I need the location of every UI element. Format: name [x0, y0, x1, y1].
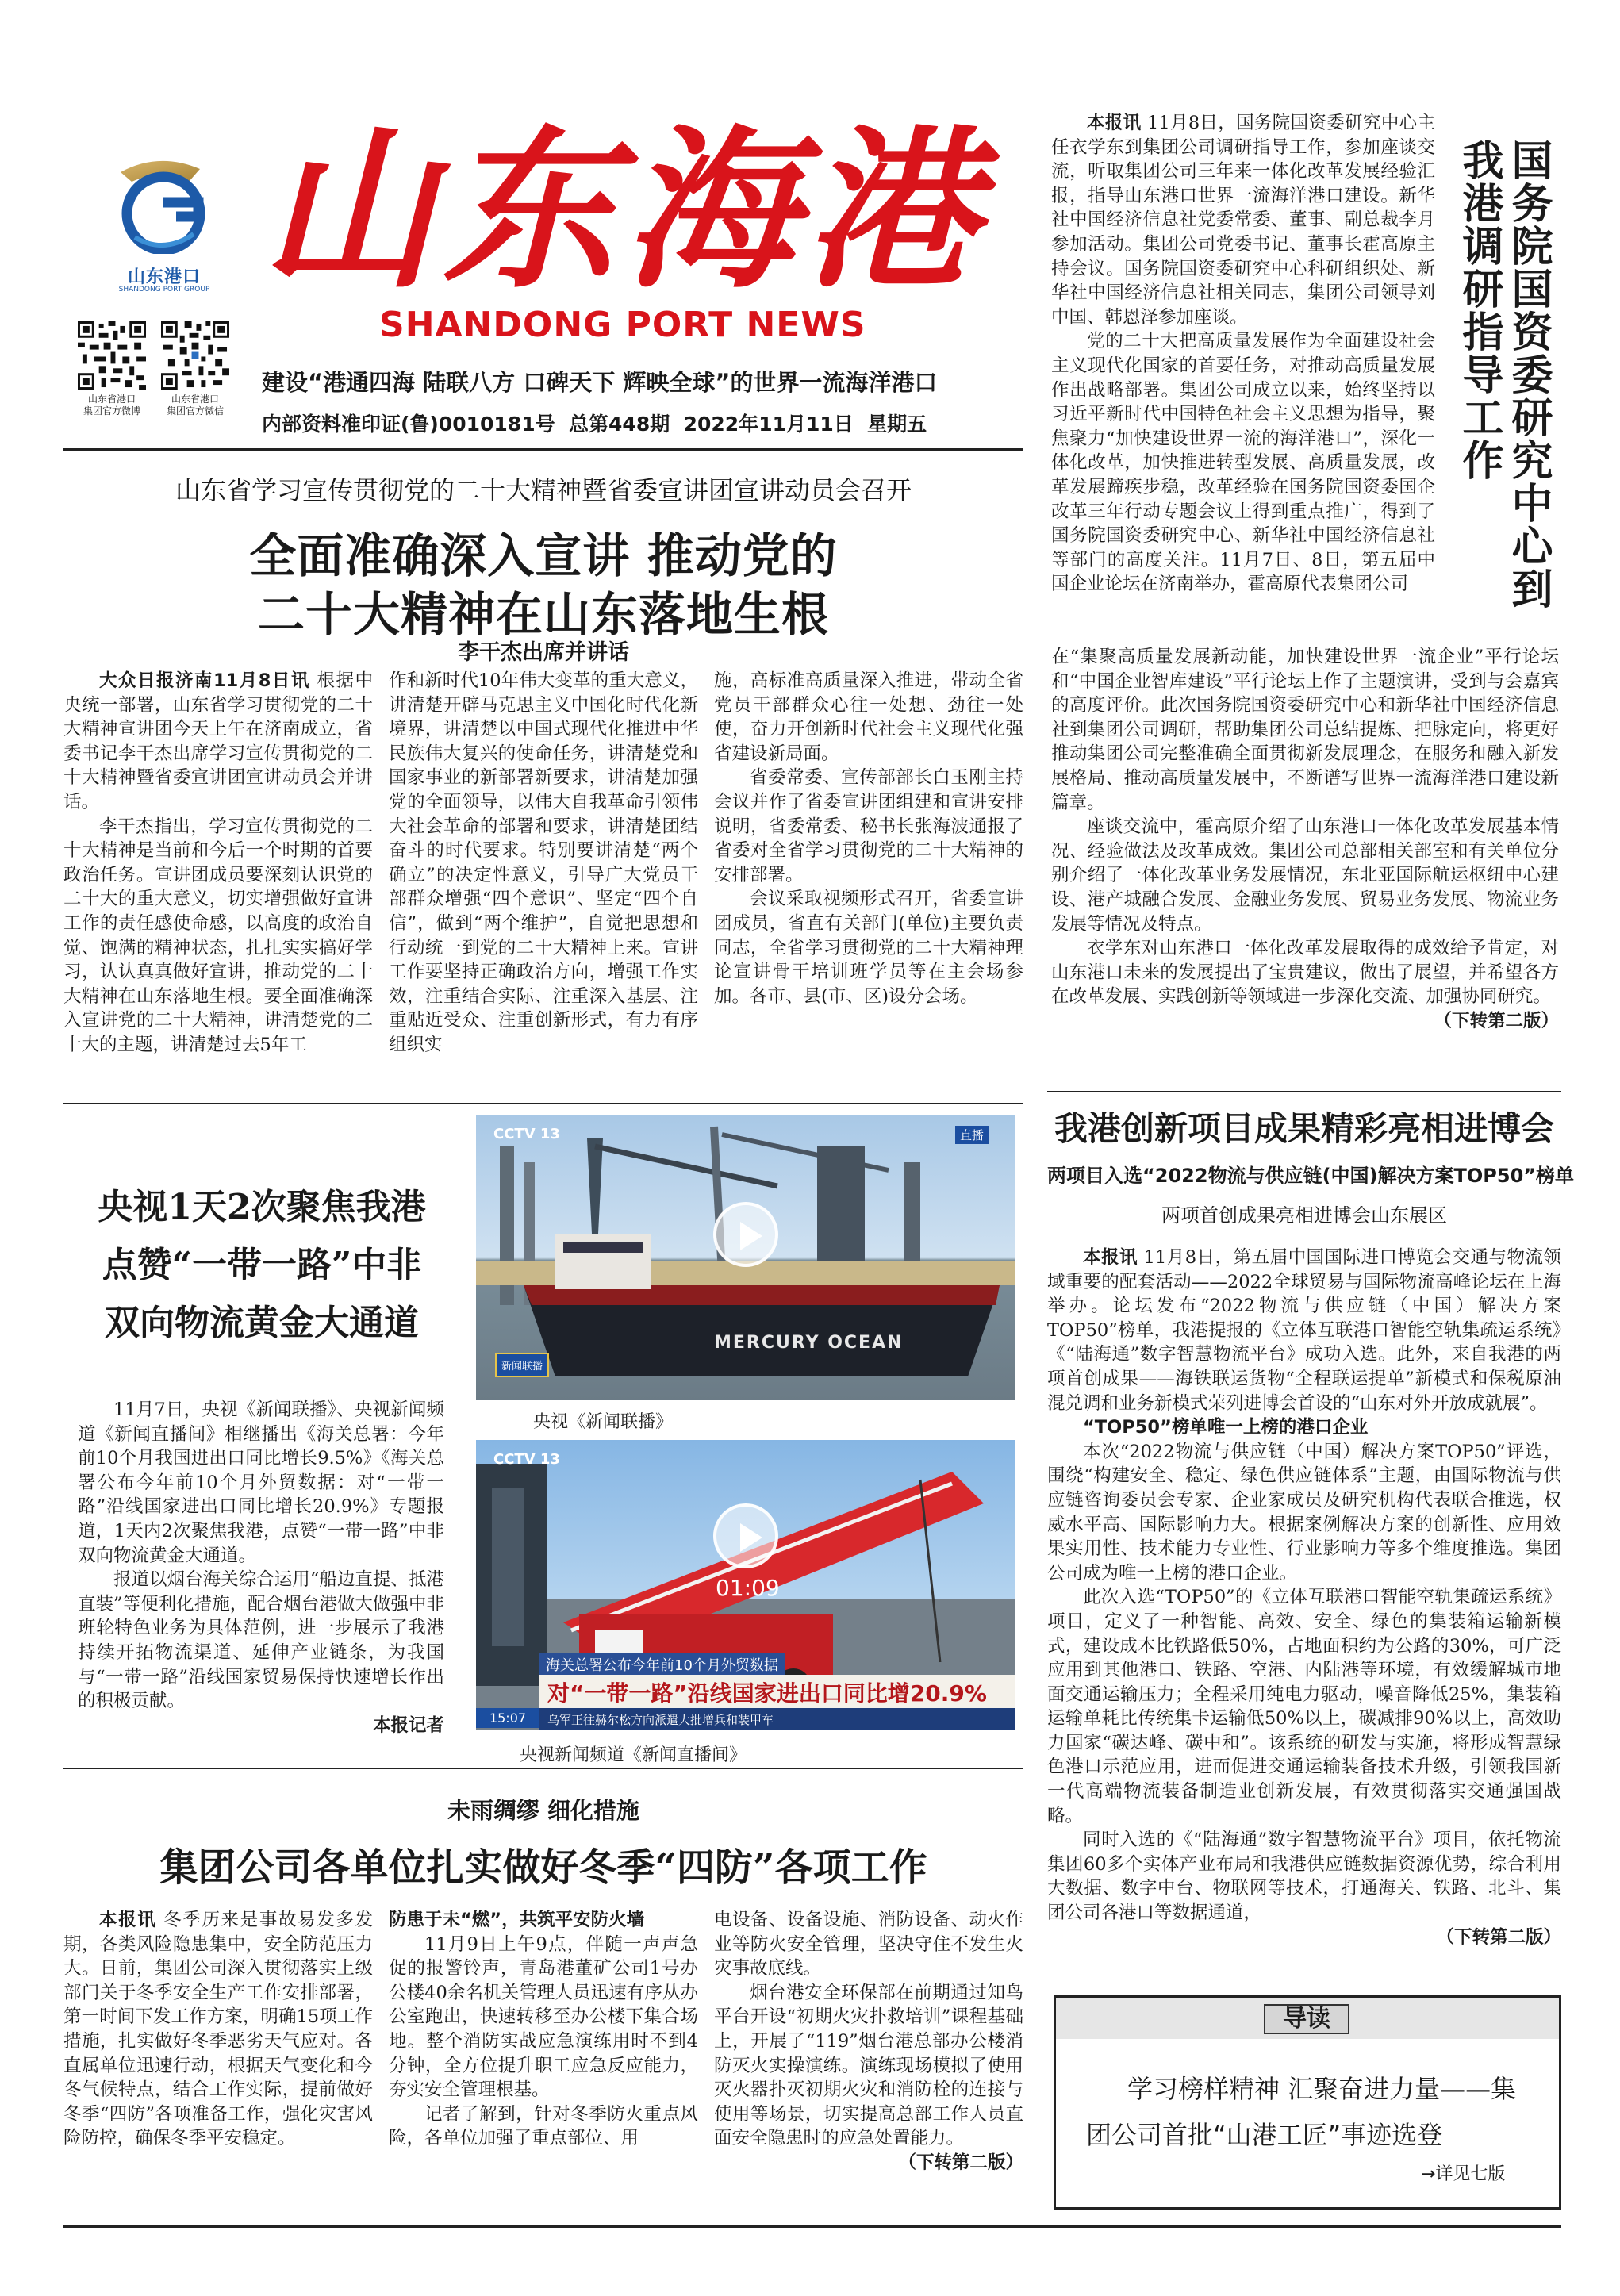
winter-column-2: 防患于未“燃”，共筑平安防火墙 11月9日上午9点，伴随一声声急促的报警铃声，青岛港董矿公司1号办公楼40余名机关管理人员迅速有序从办公室跑出，快速转移至办公楼下集合场地。整个消防实战应急演练用时不到4分钟，全方位提升职工应急反应能力，夯实安全管理根基。 记者了解到，针对冬季防火重点风险，各单位加强了重点部位、用 [389, 1910, 698, 2149]
play-icon-2[interactable] [713, 1503, 778, 1568]
cctv-headline-2: 点赞“一带一路”中非 [102, 1245, 422, 1285]
photo2-channel-logo: CCTV 13 [493, 1451, 560, 1468]
winter-column-1: 本报讯 冬季历来是事故易发多发期，各类风险隐患集中，安全防范压力大。日前，集团公司深入贯彻落实上级部门关于冬季安全生产工作安排部署，第一时间下发工作方案，明确15项工作措施，扎实做好冬季恶劣天气应对。各直属单位迅速行动，根据天气变化和今冬气候特点，结合工作实际，提前做好冬季“四防”各项准备工作，强化灾害风险防控，确保冬季平安稳定。 [63, 1910, 373, 2149]
masthead [0, 0, 1055, 468]
lead-kicker: 山东省学习宣传贯彻党的二十大精神暨省委宣讲团宣讲动员会召开 [175, 475, 912, 505]
cctv-photo-crane[interactable] [476, 1440, 1015, 1730]
wechat-qr-code[interactable] [161, 321, 229, 390]
cctv-byline: 本报记者 [372, 1714, 444, 1736]
slogan: 建设“港通四海 陆联八方 口碑天下 辉映全球”的世界一流海洋港口 [262, 369, 938, 396]
lead-headline-1: 全面准确深入宣讲 推动党的 [249, 528, 838, 583]
guide-label: 导读 [1264, 2004, 1349, 2034]
issue-meta: 内部资料准印证(鲁)0010181号 总第448期 2022年11月11日 星期五 [262, 413, 927, 436]
winter-headline: 集团公司各单位扎实做好冬季“四防”各项工作 [159, 1845, 927, 1890]
lead-column-3: 施，高标准高质量深入推进，带动全省党员干部群众心往一处想、劲往一处使，奋力开创新时代社会主义现代化强省建设新局面。 省委常委、宣传部部长白玉刚主持会议并作了省委宣讲团组建和宣讲安排说明，省委常委、秘书长张海波通报了省委对全省学习贯彻党的二十大精神的安排部署。 会议采取视频形式召开，省委宣讲团成员，省直有关部门(单位)主要负责同志，全省学习贯彻党的二十大精神理论宣讲骨干培训班学员等在主会场参加。各市、县(市、区)设分会场。 [714, 670, 1023, 1007]
cctv-article [63, 1115, 1023, 1765]
wechat-qr-caption: 山东省港口 集团官方微信 [166, 394, 224, 417]
guide-line-1: 学习榜样精神 汇聚奋进力量——集 [1127, 2074, 1517, 2104]
lead-bottom-divider [63, 1103, 1023, 1104]
lead-column-2: 作和新时代10年伟大变革的重大意义，讲清楚开辟马克思主义中国化时代化新境界，讲清楚以中国式现代化推进中华民族伟大复兴的使命任务，讲清楚党和国家事业的新部署新要求，讲清楚加强党的全面领导，以伟大自我革命引领伟大社会革命的部署和要求，讲清楚团结奋斗的时代要求。特别要讲清楚“两个确立”的决定性意义，引导广大党员干部群众增强“四个意识”、坚定“四个自信”，做到“两个维护”，自觉把思想和行动统一到党的二十大精神上来。宣讲工作要坚持正确政治方向，增强工作实效，注重结合实际、注重深入基层、注重贴近受众、注重创新形式，有力有序组织实 [389, 670, 698, 1055]
logo-caption-en: SHANDONG PORT GROUP [118, 286, 210, 294]
photo2-ticker-top: 海关总署公布今年前10个月外贸数据 [539, 1653, 785, 1676]
photo1-channel-logo: CCTV 13 [493, 1126, 560, 1142]
sasac-headline: 国务院国资委研究中心到我港调研指导工作 [1455, 139, 1553, 610]
weibo-qr-caption: 山东省港口 集团官方微博 [83, 394, 140, 417]
guide-pointer[interactable]: →详见七版 [1421, 2164, 1506, 2184]
cctv-text: 11月7日，央视《新闻联播》、央视新闻频道《新闻直播间》相继播出《海关总署：今年前10个月我国进出口同比增长9.5%》《海关总署公布今年前10个月外贸数据：对“一带一路”沿线国家进出口同比增长20.9%》专题报道，1天内2次聚焦我港，点赞“一带一路”中非双向物流黄金大通道。 报道以烟台海关综合运用“船边直提、抵港直装”等便利化措施，配合烟台港做大做强中非班轮特色业务为具体范例，进一步展示了我港持续开拓物流渠道、延伸产业链条，为我国与“一带一路”沿线国家贸易保持快速增长作出的积极贡献。 本报记者 [78, 1398, 444, 1737]
video-timestamp: 01:09 [716, 1575, 780, 1601]
lead-column-1: 大众日报济南11月8日讯 根据中央统一部署，山东省学习贯彻党的二十大精神宣讲团今天上午在济南成立，省委书记李干杰出席学习宣传贯彻党的二十大精神暨省委宣讲团宣讲动员会并讲话。 李干杰指出，学习宣传贯彻党的二十大精神是当前和今后一个时期的首要政治任务。宣讲团成员要深刻认识党的二十大的重大意义，切实增强做好宣讲工作的责任感使命感，以高度的政治自觉、饱满的精神状态，扎扎实实搞好学习，认认真真做好宣讲，推动党的二十大精神在山东落地生根。要全面准确深入宣讲党的二十大精神，讲清楚党的二十大的主题，讲清楚过去5年工 [63, 670, 373, 1055]
lead-article [63, 456, 1023, 1107]
play-icon[interactable] [713, 1202, 778, 1267]
masthead-divider [63, 448, 1023, 451]
photo2-crawl: 乌军正往赫尔松方向派遣大批增兵和装甲车 [539, 1708, 1015, 1730]
winter-article [63, 1773, 1023, 2217]
expo-subhead: “TOP50”榜单唯一上榜的港口企业 [1083, 1417, 1369, 1438]
photo1-program-tag: 新闻联播 [495, 1353, 549, 1377]
guide-line-2: 团公司首批“山港工匠”事迹选登 [1086, 2120, 1443, 2150]
winter-kicker: 未雨绸缪 细化措施 [447, 1797, 640, 1824]
cctv-headline-1: 央视1天2次聚焦我港 [98, 1187, 426, 1227]
sasac-article [1051, 111, 1559, 1083]
expo-article [1047, 1103, 1575, 1991]
winter-subhead: 防患于未“燃”，共筑平安防火墙 [389, 1910, 645, 1930]
sasac-lower-text: 在“集聚高质量发展新动能，加快建设世界一流企业”平行论坛和“中国企业智库建设”平行论坛上作了主题演讲，受到与会嘉宾的高度评价。此次国务院国资委研究中心和新华社中国经济信息社到集团公司调研，帮助集团公司总结提炼、把脉定向，将更好推动集团公司完整准确全面贯彻新发展理念，在服务和融入新发展格局、推动高质量发展中，不断谱写世界一流海洋港口建设新篇章。 座谈交流中，霍高原介绍了山东港口一体化改革发展基本情况、经验做法及改革成效。集团公司总部相关部室和有关单位分别介绍了一体化改革业务发展情况，东北亚国际航运枢纽中心建设、港产城融合发展、金融业务发展、贸易业务发展、物流业务发展等情况及特点。 衣学东对山东港口一体化改革发展取得的成效给予肯定，对山东港口未来的发展提出了宝贵建议，做出了展望，并希望各方在改革发展、实践创新等领域进一步深化交流、加强协同研究。 （下转第二版） [1051, 645, 1559, 1034]
logo-caption: 山东港口 [127, 267, 201, 287]
expo-deck-2: 两项首创成果亮相进博会山东展区 [1161, 1204, 1447, 1227]
shandong-port-logo [111, 155, 214, 254]
sasac-upper-text: 本报讯 11月8日，国务院国资委研究中心主任衣学东到集团公司调研指导工作，参加座谈交流，听取集团公司三年来一体化改革发展经验汇报，指导山东港口世界一流海洋港口建设。新华社中国经济信息社党委常委、董事、副总裁李月参加活动。集团公司党委书记、董事长霍高原主持会议。国务院国资委研究中心科研组织处、新华社中国经济信息社相关同志，集团公司领导刘中国、韩恩泽参加座谈。 党的二十大把高质量发展作为全面建设社会主义现代化国家的首要任务，对推动高质量发展作出战略部署。集团公司成立以来，始终坚持以习近平新时代中国特色社会主义思想为指导，聚焦聚力“加快建设世界一流的海洋港口”，深化一体化改革，加快推进转型发展、高质量发展，改革发展蹄疾步稳，改革经验在国务院国资委国企改革三年行动专题会议上得到重点推广，得到了国务院国资委研究中心、新华社中国经济信息社等部门的高度关注。11月7日、8日，第五届中国企业论坛在济南举办，霍高原代表集团公司 [1051, 113, 1435, 595]
photo1-live-badge: 直播 [955, 1126, 989, 1144]
guide-box[interactable] [1054, 1995, 1561, 2210]
expo-headline: 我港创新项目成果精彩亮相进博会 [1054, 1109, 1554, 1148]
sasac-jump: （下转第二版） [1434, 1010, 1559, 1031]
photo2-clock: 15:07 [476, 1708, 539, 1728]
lead-headline-2: 二十大精神在山东落地生根 [257, 587, 829, 642]
lead-dateline: 大众日报济南11月8日讯 [99, 670, 310, 691]
cctv-photo-ship[interactable] [476, 1115, 1015, 1400]
winter-column-3: 电设备、设备设施、消防设备、动火作业等防火安全管理，坚决守住不发生火灾事故底线。 烟台港安全环保部在前期通过知鸟平台开设“初期火灾扑救培训”课程基础上，开展了“119”烟台港总部办公楼消防灭火实操演练。演练现场模拟了使用灭火器扑灭初期火灾和消防栓的连接与使用等场景，切实提高总部工作人员直面安全隐患时的应急处置能力。 （下转第二版） [714, 1908, 1023, 2175]
cctv-headline-3: 双向物流黄金大通道 [105, 1303, 419, 1343]
photo1-caption: 央视《新闻联播》 [533, 1412, 674, 1432]
photo1-ship-name: MERCURY OCEAN [714, 1333, 904, 1353]
expo-text: 本报讯 11月8日，第五届中国国际进口博览会交通与物流领域重要的配套活动——2022全球贸易与国际物流高峰论坛在上海举办。论坛发布“2022物流与供应链（中国）解决方案TOP50”榜单，我港提报的《立体互联港口智能空轨集疏运系统》《“陆海通”数字智慧物流平台》成功入选。此外，来自我港的两项首创成果——海铁联运货物“全程联运提单”新模式和保税原油混兑调和业务新模式荣列进博会首设的“山东对外开放成就展”。 “TOP50”榜单唯一上榜的港口企业 本次“2022物流与供应链（中国）解决方案TOP50”评选，围绕“构建安全、稳定、绿色供应链体系”主题，由国际物流与供应链咨询委员会专家、企业家成员及研究机构代表联合推选，权威水平高、国际影响力大。根据案例解决方案的创新性、应用效果实用性、技术能力专业性、行业影响力等多个维度推选。集团公司成为唯一上榜的港口企业。 此次入选“TOP50”的《立体互联港口智能空轨集疏运系统》项目，定义了一种智能、高效、安全、绿色的集装箱运输新模式，建设成本比铁路低50%，占地面积约为公路的30%，可广泛应用到其他港口、铁路、空港、内陆港等环境，有效缓解城市地面交通运输压力；全程采用纯电力驱动，噪音降低25%，集装箱运输单耗比传统集卡运输低50%以上，碳减排90%以上，高效助力国家“碳达峰、碳中和”。该系统的研发与实施，将形成智慧绿色港口示范应用，进而促进交通运输装备技术升级，引领我国新一代高端物流装备制造业创新发展，有效贯彻落实交通强国战略。 同时入选的《“陆海通”数字智慧物流平台》项目，依托物流集团60多个实体产业布局和我港供应链数据资源优势，综合利用大数据、数字中台、物联网等技术，打通海关、铁路、北斗、集团公司各港口等数据通道， （下转第二版） [1047, 1246, 1561, 1949]
weibo-qr-code[interactable] [78, 321, 146, 390]
photo2-caption: 央视新闻频道《新闻直播间》 [520, 1745, 747, 1765]
right-top-divider [1047, 1091, 1561, 1092]
newspaper-title: 山东海港 [262, 109, 985, 312]
page-bottom-rule [63, 2225, 1561, 2228]
winter-jump: （下转第二版） [898, 2152, 1023, 2173]
cctv-bottom-divider [63, 1768, 1023, 1769]
newspaper-title-en: SHANDONG PORT NEWS [379, 305, 866, 345]
lead-subhead: 李干杰出席并讲话 [458, 640, 629, 665]
expo-jump: （下转第二版） [1436, 1926, 1561, 1948]
expo-deck-1: 两项目入选“2022物流与供应链(中国)解决方案TOP50”榜单 [1047, 1165, 1575, 1187]
photo2-ticker-main: 对“一带一路”沿线国家进出口同比增20.9% [539, 1675, 1015, 1710]
